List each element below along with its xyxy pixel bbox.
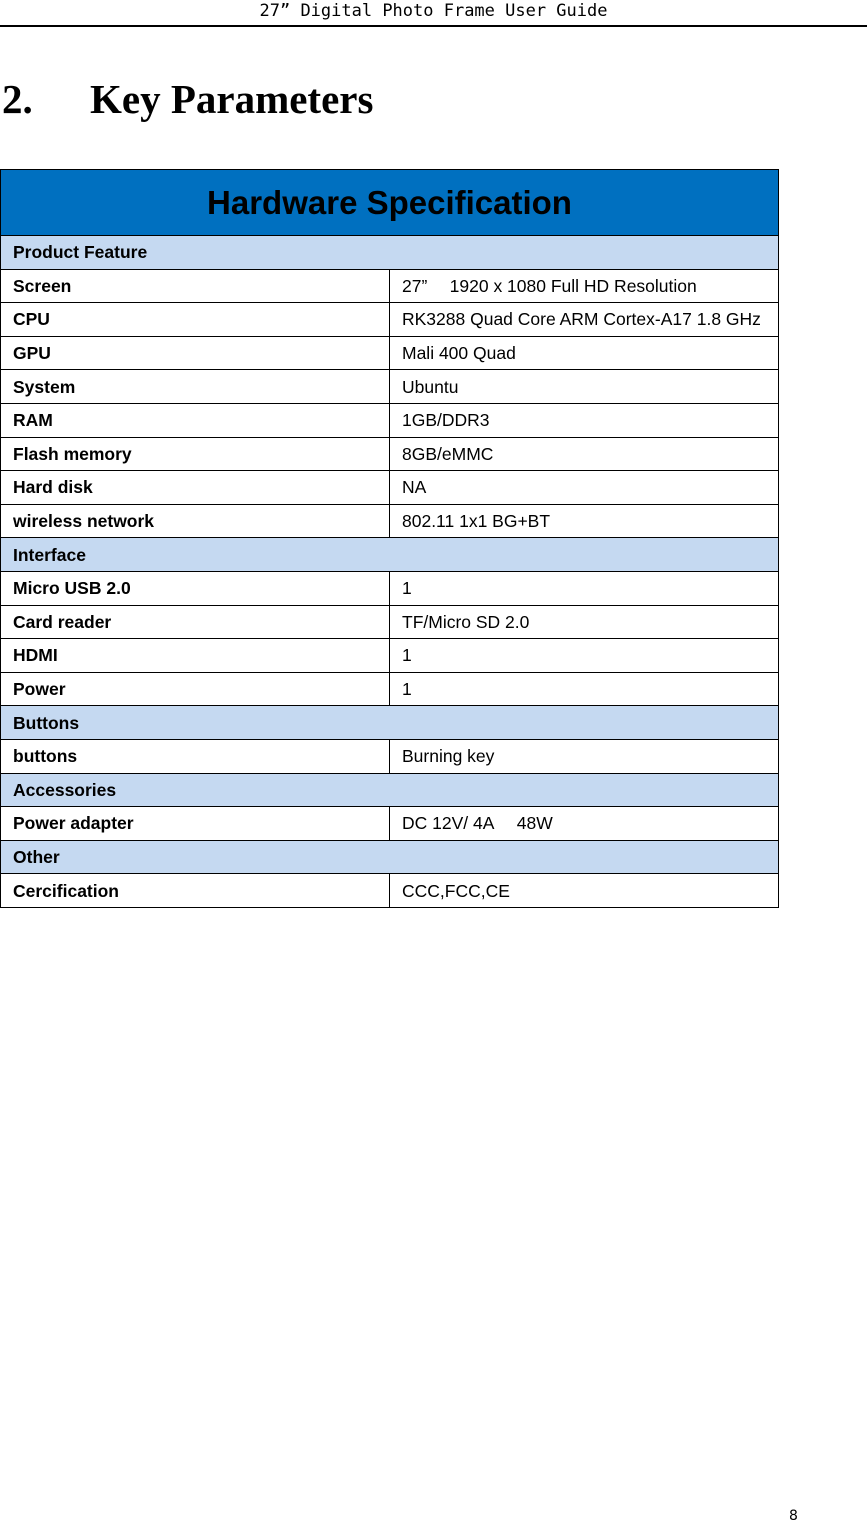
spec-label: Hard disk — [1, 471, 390, 505]
spec-value: 27” 1920 x 1080 Full HD Resolution — [390, 269, 779, 303]
group-heading: Product Feature — [1, 236, 779, 270]
group-heading: Interface — [1, 538, 779, 572]
spec-value: RK3288 Quad Core ARM Cortex-A17 1.8 GHz — [390, 303, 779, 337]
spec-label: GPU — [1, 336, 390, 370]
spec-label: Flash memory — [1, 437, 390, 471]
group-row — [1, 236, 779, 270]
spec-value: 802.11 1x1 BG+BT — [390, 504, 779, 538]
table-row — [1, 269, 779, 303]
spec-label: CPU — [1, 303, 390, 337]
running-header: 27” Digital Photo Frame User Guide — [259, 1, 608, 21]
section-number: 2. — [2, 76, 33, 122]
hardware-spec-table — [0, 169, 779, 908]
table-row — [1, 605, 779, 639]
spec-value: NA — [390, 471, 779, 505]
group-row — [1, 840, 779, 874]
spec-value: DC 12V/ 4A 48W — [390, 807, 779, 841]
spec-label: HDMI — [1, 639, 390, 673]
spec-value: 1 — [390, 571, 779, 605]
table-row — [1, 336, 779, 370]
table-row — [1, 471, 779, 505]
table-row — [1, 370, 779, 404]
section-title — [2, 74, 373, 124]
group-heading: Buttons — [1, 706, 779, 740]
spec-label: wireless network — [1, 504, 390, 538]
spec-label: Screen — [1, 269, 390, 303]
table-row — [1, 739, 779, 773]
table-row — [1, 807, 779, 841]
spec-label: buttons — [1, 739, 390, 773]
table-row — [1, 874, 779, 908]
table-row — [1, 672, 779, 706]
table-title-row — [1, 170, 779, 236]
group-row — [1, 773, 779, 807]
table-row — [1, 504, 779, 538]
spec-value: Ubuntu — [390, 370, 779, 404]
spec-value: 1GB/DDR3 — [390, 403, 779, 437]
spec-value: CCC,FCC,CE — [390, 874, 779, 908]
spec-value: TF/Micro SD 2.0 — [390, 605, 779, 639]
spec-value: 1 — [390, 672, 779, 706]
table-title: Hardware Specification — [1, 170, 779, 236]
group-heading: Other — [1, 840, 779, 874]
spec-label: Card reader — [1, 605, 390, 639]
spec-label: Power adapter — [1, 807, 390, 841]
table-row — [1, 571, 779, 605]
table-row — [1, 437, 779, 471]
spec-value: Mali 400 Quad — [390, 336, 779, 370]
spec-value: 8GB/eMMC — [390, 437, 779, 471]
table-row — [1, 639, 779, 673]
table-row — [1, 303, 779, 337]
table-row — [1, 403, 779, 437]
spec-label: RAM — [1, 403, 390, 437]
spec-label: System — [1, 370, 390, 404]
section-heading: Key Parameters — [90, 76, 374, 122]
page-number: 8 — [789, 1508, 798, 1524]
spec-value: Burning key — [390, 739, 779, 773]
spec-label: Power — [1, 672, 390, 706]
group-heading: Accessories — [1, 773, 779, 807]
spec-label: Micro USB 2.0 — [1, 571, 390, 605]
group-row — [1, 538, 779, 572]
group-row — [1, 706, 779, 740]
spec-value: 1 — [390, 639, 779, 673]
spec-label: Cercification — [1, 874, 390, 908]
header-rule — [0, 25, 867, 27]
